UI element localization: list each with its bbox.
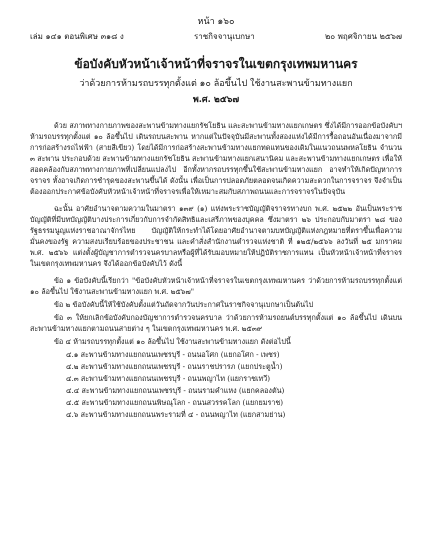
page-number: หน้า ๑๖๐: [197, 17, 235, 27]
clause-4: ข้อ ๔ ห้ามรถบรรทุกตั้งแต่ ๑๐ ล้อขึ้นไป ใช้งานสะพานข้ามทางแยก ดังต่อไปนี้: [54, 337, 291, 346]
document-year: พ.ศ. ๒๕๖๗: [192, 95, 240, 105]
list-item: ๔.๒ สะพานข้ามทางแยกถนนเพชรบุรี - ถนนราชปรารภ (แยกประตูน้ำ): [66, 362, 283, 371]
legal-basis-paragraph: ฉะนั้น อาศัยอำนาจตามความในมาตรา ๑๓๙ (๑) แห่งพระราชบัญญัติจราจรทางบก พ.ศ. ๒๕๒๒ อันเป็นพระราชบัญญัติที่มีบทบัญญัติบางประการเกี่ยวกับการจำกัดสิทธิและเสรีภาพของบุคคล ซึ่งมาตรา ๒๖ ประกอบกับมาตรา ๒๘ ของรัฐธรรมนูญแห่งราชอาณาจักรไทย บัญญัติให้กระทำได้โดยอาศัยอำนาจตามบทบัญญัติแห่งกฎหมายที่ตราขึ้นเพื่อความมั่นคงของรัฐ ความสงบเรียบร้อยของประชาชน และคำสั่งสำนักงานตำรวจแห่งชาติ ที่ ๑๒๕/๒๕๖๖ ลงวันที่ ๒๕ มกราคม พ.ศ. ๒๕๖๖ แต่งตั้งผู้บัญชาการตำรวจนครบาลหรือผู้ที่ได้รับมอบหมายให้ปฏิบัติราชการแทน เป็นหัวหน้าเจ้าหน้าที่จราจรในเขตกรุงเทพมหานคร จึงได้ออกข้อบังคับไว้ ดังนี้: [30, 204, 402, 268]
list-item: ๔.๓ สะพานข้ามทางแยกถนนเพชรบุรี - ถนนพญาไท (แยกราชเทวี): [66, 374, 271, 383]
document-title: ข้อบังคับหัวหน้าเจ้าหน้าที่จราจรในเขตกรุงเทพมหานคร: [74, 57, 358, 71]
clause-3: ข้อ ๓ ให้ยกเลิกข้อบังคับกองบัญชาการตำรวจนครบาล ว่าด้วยการห้ามรถยนต์บรรทุกตั้งแต่ ๑๐ ล้อขึ้นไป เดินบนสะพานข้ามทางแยกตามถนนสายต่าง ๆ ในเขตกรุงเทพมหานคร พ.ศ. ๒๕๓๙: [30, 313, 402, 333]
document-subtitle: ว่าด้วยการห้ามรถบรรทุกตั้งแต่ ๑๐ ล้อขึ้นไป ใช้งานสะพานข้ามทางแยก: [79, 79, 353, 89]
publication-date: ๒๐ พฤศจิกายน ๒๕๖๗: [324, 32, 402, 41]
list-item: ๔.๑ สะพานข้ามทางแยกถนนเพชรบุรี - ถนนอโศก (แยกอโศก - เพชร): [66, 350, 280, 359]
list-item: ๔.๔ สะพานข้ามทางแยกถนนเพชรบุรี - ถนนรามคำแหง (แยกคลองตัน): [66, 386, 285, 395]
clause-2: ข้อ ๒ ข้อบังคับนี้ให้ใช้บังคับตั้งแต่วันถัดจากวันประกาศในราชกิจจานุเบกษาเป็นต้นไป: [54, 300, 314, 309]
gazette-header: [30, 30, 402, 43]
gazette-name: ราชกิจจานุเบกษา: [193, 32, 255, 41]
clause-1: ข้อ ๑ ข้อบังคับนี้เรียกว่า "ข้อบังคับหัวหน้าเจ้าหน้าที่จราจรในเขตกรุงเทพมหานคร ว่าด้วยการห้ามรถบรรทุกตั้งแต่ ๑๐ ล้อขึ้นไป ใช้งานสะพานข้ามทางแยก พ.ศ. ๒๕๖๗": [30, 276, 402, 296]
bridge-list: [66, 349, 402, 421]
list-item: ๔.๖ สะพานข้ามทางแยกถนนพระรามที่ ๔ - ถนนพญาไท (แยกสามย่าน): [66, 410, 286, 419]
volume-issue: เล่ม ๑๔๑ ตอนพิเศษ ๓๑๘ ง: [30, 32, 124, 41]
list-item: ๔.๕ สะพานข้ามทางแยกถนนพิษณุโลก - ถนนสวรรคโลก (แยกยมราช): [66, 398, 284, 407]
preamble-paragraph: ด้วย สภาพทางกายภาพของสะพานข้ามทางแยกรัชโยธิน และสะพานข้ามทางแยกเกษตร ซึ่งได้มีการออกข้อบังคับฯ ห้ามรถบรรทุกตั้งแต่ ๑๐ ล้อขึ้นไป เดินรถบนสะพาน หากแต่ในปัจจุบันมีสะพานทั้งสองแห่งได้มีการรื้อถอนอันเนื่องมาจากมีการก่อสร้างรถไฟฟ้า (สายสีเขียว) โดยได้มีการก่อสร้างสะพานข้ามทางแยกทดแทนของเดิมในแนวถนนพหลโยธิน จำนวน ๓ สะพาน ประกอบด้วย สะพานข้ามทางแยกรัชโยธิน สะพานข้ามทางแยกเสนานิคม และสะพานข้ามทางแยกเกษตร เพื่อให้สอดคล้องกับสภาพทางกายภาพที่เปลี่ยนแปลงไป อีกทั้งหากรถบรรทุกขึ้นใช้สะพานข้ามทางแยก อาจทำให้เกิดปัญหาการจราจร ทั้งอาจเกิดการชำรุดของสะพานขึ้นได้ ดังนั้น เพื่อเป็นการปลอดภัยตลอดจนเกิดความสะดวกในการจราจร จึงจำเป็นต้องออกประกาศข้อบังคับหัวหน้าเจ้าหน้าที่จราจรเพื่อให้เหมาะสมกับสภาพถนนและการจราจรในปัจจุบัน: [30, 121, 402, 196]
